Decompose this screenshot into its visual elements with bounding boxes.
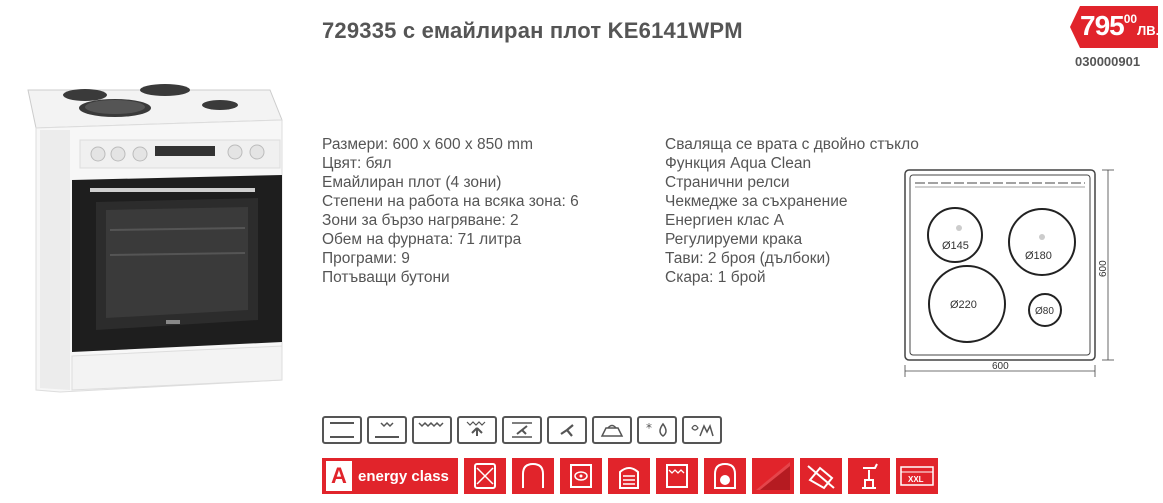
- oven-light-icon: [560, 458, 602, 494]
- oven-cavity-icon: [464, 458, 506, 494]
- width-label: 600: [992, 361, 1009, 372]
- price-main: 795: [1080, 10, 1124, 41]
- energy-class-badge: [322, 458, 458, 494]
- xxl-cavity-icon: [896, 458, 938, 494]
- price-cents: 00: [1123, 12, 1138, 26]
- child-lock-icon: [800, 458, 842, 494]
- oven-functions-row: [322, 416, 722, 444]
- product-code: 030000901: [1075, 54, 1141, 69]
- spec-item: Тави: 2 броя (дълбоки): [665, 250, 831, 267]
- specs-right-column: [665, 135, 919, 287]
- enamel-icon: [656, 458, 698, 494]
- spec-item: Степени на работа на всяка зона: 6: [322, 193, 579, 210]
- spec-item: Скара: 1 брой: [665, 269, 766, 286]
- price-currency: ЛВ.: [1137, 23, 1160, 38]
- features-row: [322, 458, 938, 494]
- spec-item: Зони за бързо нагряване: 2: [322, 212, 519, 229]
- energy-class-label: energy class: [358, 467, 449, 485]
- spec-item: Цвят: бял: [322, 155, 392, 172]
- spec-item: Сваляща се врата с двойно стъкло: [665, 136, 919, 153]
- spec-item: Потъващи бутони: [322, 269, 450, 286]
- adjustable-feet-icon: [848, 458, 890, 494]
- spec-item: Програми: 9: [322, 250, 410, 267]
- burner-145: [928, 208, 982, 262]
- burner-180: [1009, 209, 1075, 275]
- grill-icon: [412, 416, 452, 444]
- spec-item: Функция Aqua Clean: [665, 155, 812, 172]
- specs-left-column: [322, 135, 579, 287]
- burner-label: Ø220: [950, 299, 977, 311]
- burner-label: Ø145: [942, 240, 969, 252]
- spec-item: Размери: 600 x 600 x 850 mm: [322, 136, 533, 153]
- bottom-heat-icon: [367, 416, 407, 444]
- defrost-icon: [637, 416, 677, 444]
- fan-grill-icon: [457, 416, 497, 444]
- glass-door-icon: [752, 458, 794, 494]
- product-title: 729335 с емайлиран плот KE6141WPM: [322, 18, 743, 43]
- depth-label: 600: [1098, 260, 1109, 277]
- spec-item: Емайлиран плот (4 зони): [322, 174, 502, 191]
- energy-class-letter: A: [326, 461, 352, 491]
- hot-air-icon: [502, 416, 542, 444]
- cooktop-diagram: [900, 165, 1120, 380]
- spec-item: Регулируеми крака: [665, 231, 803, 248]
- telescopic-rails-icon: [608, 458, 650, 494]
- svg-text:*: *: [646, 421, 652, 435]
- spec-item: Обем на фурната: 71 литра: [322, 231, 522, 248]
- pizza-icon: [592, 416, 632, 444]
- burner-label: Ø180: [1025, 250, 1052, 262]
- spec-item: Чекмедже за съхранение: [665, 193, 848, 210]
- oven-door-icon: [512, 458, 554, 494]
- aqua-clean-feature-icon: [704, 458, 746, 494]
- fan-icon: [547, 416, 587, 444]
- burner-label: Ø80: [1035, 306, 1054, 317]
- spec-item: Енергиен клас А: [665, 212, 784, 229]
- spec-item: Странични релси: [665, 174, 790, 191]
- top-bottom-heat-icon: [322, 416, 362, 444]
- stove-image: [20, 80, 290, 400]
- xxl-label: XXL: [908, 475, 924, 484]
- price: [1080, 10, 1159, 42]
- aqua-clean-icon: [682, 416, 722, 444]
